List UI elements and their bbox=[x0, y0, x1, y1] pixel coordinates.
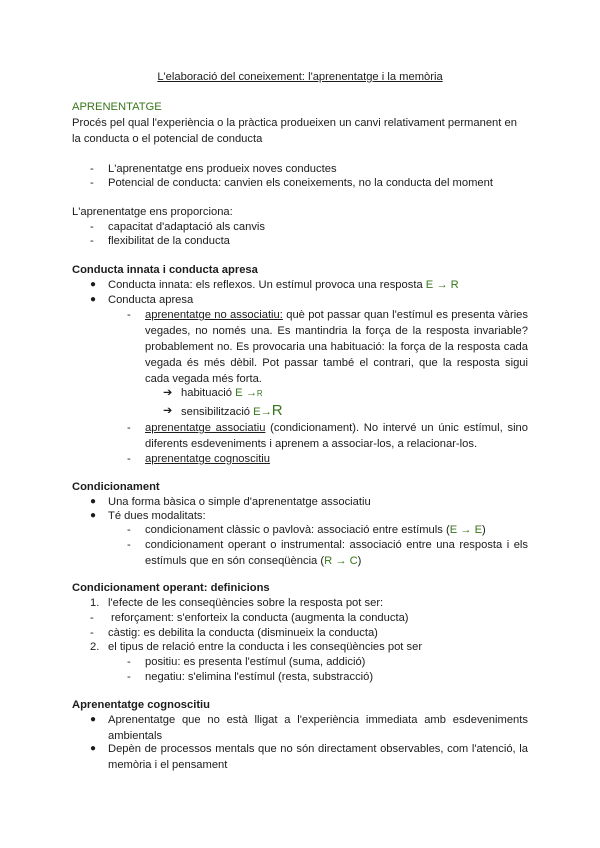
operant-def-heading: Condicionament operant: definicions bbox=[72, 582, 270, 594]
dash-marker: - bbox=[90, 163, 94, 175]
list-item: negatiu: s'elimina l'estímul (resta, substracció) bbox=[145, 671, 374, 683]
list-item: capacitat d'adaptació als canvis bbox=[108, 221, 265, 233]
list-item: Una forma bàsica o simple d'aprenentatge associatiu bbox=[108, 496, 371, 508]
innata-formula: E → R bbox=[425, 279, 459, 291]
list-item: Potencial de conducta: canvien els coneixements, no la conducta del moment bbox=[108, 177, 493, 189]
arrow-icon: ➔ bbox=[163, 405, 173, 417]
list-item: el tipus de relació entre la conducta i les conseqüències pot ser bbox=[108, 641, 423, 653]
no-associatiu-text: què pot passar quan l'estímul es presenta vàries vegades, no només una. Es mantindria la força de la resposta invariable? probablement no. Es provocaria una habituació: la força de la resposta cada vegada és més dèbil. Pot passar també el contrari, que la resposta sigui cada vegada més forta. bbox=[145, 309, 529, 385]
innata-text: Conducta innata: els reflexos. Un estímul provoca una resposta bbox=[108, 279, 423, 291]
conducta-heading: Conducta innata i conducta apresa bbox=[72, 264, 258, 276]
operant-text: condicionament operant o instrumental: associació entre una resposta i els estímuls que en són conseqüència ( bbox=[145, 539, 528, 567]
associatiu-block bbox=[145, 420, 528, 452]
list-item: reforçament: s'enforteix la conducta (augmenta la conducta) bbox=[111, 612, 409, 624]
list-number: 1. bbox=[90, 597, 100, 609]
associatiu-text: (condicionament). No intervé un únic estímul, sino diferents esdeveniments i aprenem a associar-los, a relacionar-los. bbox=[145, 422, 529, 450]
no-associatiu-block bbox=[145, 307, 528, 387]
bullet-marker: ● bbox=[90, 510, 97, 521]
bullet-marker: ● bbox=[90, 496, 97, 507]
aprenentatge-heading: APRENENTATGE bbox=[72, 101, 162, 113]
aprenentatge-definition: Procés pel qual l'experiència o la pràctica produeixen un canvi relativament permanent en la conducta o el potencial de conducta bbox=[72, 117, 517, 145]
dash-marker: - bbox=[127, 453, 131, 465]
habituacio-label: habituació bbox=[181, 387, 233, 399]
operant-item bbox=[145, 537, 528, 569]
associatiu-term: aprenentatge associatiu bbox=[145, 422, 266, 434]
list-item: l'efecte de les conseqüències sobre la resposta pot ser: bbox=[108, 597, 384, 609]
bullet-marker: ● bbox=[90, 714, 97, 725]
close-paren: ) bbox=[357, 555, 362, 567]
operant-formula: R → C bbox=[324, 555, 358, 567]
cognoscitiu-heading: Aprenentatge cognoscitiu bbox=[72, 699, 210, 711]
bullet-marker: ● bbox=[90, 743, 97, 754]
list-item: Aprenentatge que no està lligat a l'experiència immediata amb esdeveniments ambientals bbox=[108, 714, 528, 742]
sensibilitzacio-formula-e: E→ bbox=[253, 406, 272, 418]
list-item: Conducta apresa bbox=[108, 294, 194, 306]
close-paren: ) bbox=[482, 524, 486, 536]
dash-marker: - bbox=[90, 612, 94, 624]
list-item bbox=[108, 277, 459, 293]
dash-marker: - bbox=[127, 539, 131, 551]
bullet-marker: ● bbox=[90, 294, 97, 305]
list-item: flexibilitat de la conducta bbox=[108, 235, 230, 247]
list-item: positiu: es presenta l'estímul (suma, addició) bbox=[145, 656, 366, 668]
dash-marker: - bbox=[90, 627, 94, 639]
habituacio-formula-e: E → bbox=[235, 387, 257, 399]
arrow-icon: ➔ bbox=[163, 387, 173, 399]
classic-item bbox=[145, 522, 486, 538]
list-item: càstig: es debilita la conducta (disminueix la conducta) bbox=[108, 627, 378, 639]
sensibilitzacio-label: sensibilització bbox=[181, 406, 251, 418]
cognoscitiu-term: aprenentatge cognoscitiu bbox=[145, 453, 271, 465]
classic-formula: E → E bbox=[449, 524, 483, 536]
page-title: L'elaboració del coneixement: l'aprenentatge i la memòria bbox=[157, 71, 443, 83]
list-item: L'aprenentatge ens produeix noves conductes bbox=[108, 163, 337, 175]
dash-marker: - bbox=[127, 656, 131, 668]
condicionament-heading: Condicionament bbox=[72, 481, 160, 493]
dash-marker: - bbox=[90, 235, 94, 247]
dash-marker: - bbox=[127, 309, 131, 321]
dash-marker: - bbox=[90, 221, 94, 233]
classic-text: condicionament clàssic o pavlovà: associació entre estímuls ( bbox=[145, 524, 450, 536]
dash-marker: - bbox=[127, 422, 131, 434]
sensibilitzacio-formula-r: R bbox=[271, 402, 283, 419]
list-number: 2. bbox=[90, 641, 100, 653]
habituacio-formula-r: R bbox=[256, 389, 263, 398]
dash-marker: - bbox=[127, 524, 131, 536]
sensibilitzacio-item bbox=[181, 403, 283, 420]
bullet-marker: ● bbox=[90, 279, 97, 290]
list-item: Té dues modalitats: bbox=[108, 510, 206, 522]
proporciona-intro: L'aprenentatge ens proporciona: bbox=[72, 206, 233, 218]
list-item: Depèn de processos mentals que no són directament observables, com l'atenció, la memòria i el pensament bbox=[108, 743, 528, 771]
habituacio-item bbox=[181, 385, 263, 402]
dash-marker: - bbox=[127, 671, 131, 683]
dash-marker: - bbox=[90, 177, 94, 189]
no-associatiu-term: aprenentatge no associatiu: bbox=[145, 309, 283, 321]
